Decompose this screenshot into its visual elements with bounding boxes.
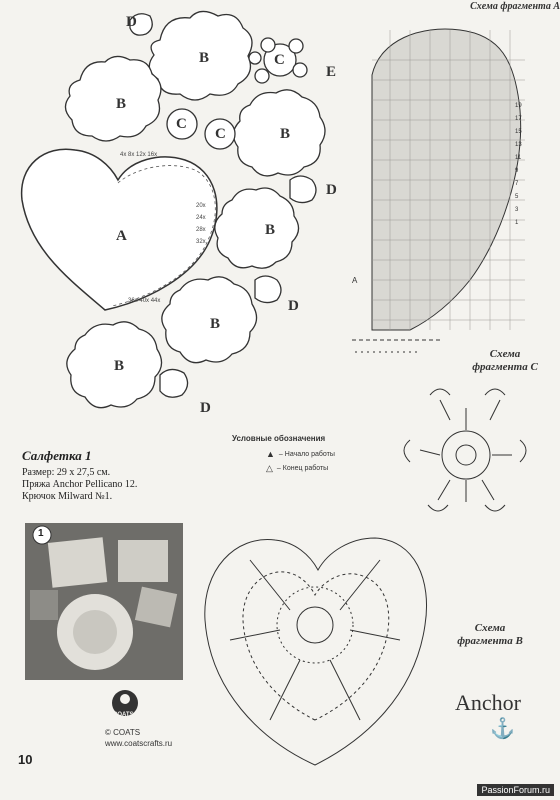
grid-row-label: 7 xyxy=(515,181,519,187)
end-marker-icon: △ xyxy=(266,463,273,473)
ring-label: 4x xyxy=(120,152,127,158)
grid-row-label: 15 xyxy=(515,129,522,135)
grid-row-label: 5 xyxy=(515,194,519,200)
anchor-logo-text: Anchor xyxy=(455,690,521,715)
label-c-1: C xyxy=(176,116,187,132)
label-d-mid: D xyxy=(288,298,299,314)
label-d-bottom: D xyxy=(200,400,211,416)
ring-label: 8x xyxy=(128,152,135,158)
project-info xyxy=(22,448,222,503)
ring-label: 12x xyxy=(136,152,146,158)
grid-row-label: 9 xyxy=(515,168,519,174)
label-d-right: D xyxy=(326,182,337,198)
motif-b-left xyxy=(65,56,160,141)
heart-ring-labels xyxy=(120,152,157,158)
ring-label: 16x xyxy=(147,152,158,158)
anchor-icon: ⚓ xyxy=(490,718,515,740)
label-b-right-upper: B xyxy=(280,126,291,142)
legend-end-item xyxy=(266,463,372,474)
label-b-bottom-left: B xyxy=(114,358,125,374)
legend xyxy=(232,434,372,474)
heart-ring-labels-side xyxy=(196,200,212,248)
photo-badge: 1 xyxy=(38,528,44,539)
scheme-b-title xyxy=(440,622,540,648)
project-title: Салфетка 1 xyxy=(22,448,92,463)
label-c-top: C xyxy=(274,52,285,68)
label-b-left: B xyxy=(116,96,127,112)
grid-row-label: 13 xyxy=(515,142,522,148)
grid-row-labels xyxy=(515,100,522,230)
ring-label: 36x xyxy=(128,298,138,304)
project-photo xyxy=(25,523,183,680)
scheme-c-title-line1: Схема xyxy=(489,348,521,360)
start-marker-icon: ▲ xyxy=(266,449,275,459)
scheme-c-title xyxy=(460,348,550,374)
project-hook: Крючок Milward №1. xyxy=(22,491,113,502)
label-a: A xyxy=(116,228,127,244)
ring-label: 40x xyxy=(139,298,150,304)
scheme-b-title-line1: Схема xyxy=(474,622,506,634)
label-b-right-mid: B xyxy=(265,222,276,238)
coats-website[interactable]: www.coatscrafts.ru xyxy=(105,739,173,748)
watermark: PassionForum.ru xyxy=(477,784,554,796)
label-c-2: C xyxy=(215,126,226,142)
scheme-c-diagram xyxy=(404,389,526,511)
scheme-a-grid-outline xyxy=(372,29,521,330)
label-b-top: B xyxy=(199,50,210,66)
label-b-bottom-right: B xyxy=(210,316,221,332)
scheme-a-header: Схема фрагмента А xyxy=(470,1,560,12)
ring-label: 28x xyxy=(196,227,206,233)
scheme-c-title-line2: фрагмента С xyxy=(472,361,538,373)
heart-ring-labels-bottom xyxy=(128,298,160,304)
coats-logo-text: COATS xyxy=(113,712,134,718)
scheme-b-title-line2: фрагмента В xyxy=(457,635,523,647)
motif-b-right-mid xyxy=(215,188,299,268)
scheme-a-grid xyxy=(352,29,525,352)
label-d-top: D xyxy=(126,14,137,30)
legend-end-label: – Конец работы xyxy=(276,465,329,472)
ring-label: 44x xyxy=(150,298,161,304)
legend-title: Условные обозначения xyxy=(232,434,326,443)
grid-row-label: 11 xyxy=(515,155,522,161)
label-e: E xyxy=(326,64,337,80)
scheme-b-diagram xyxy=(205,538,427,765)
grid-row-label: 19 xyxy=(515,103,522,109)
ring-label: 20x xyxy=(196,203,206,209)
legend-start-label: – Начало работы xyxy=(278,450,335,458)
anchor-logo xyxy=(455,690,521,716)
ring-label: 32x xyxy=(196,239,206,245)
project-yarn: Пряжа Anchor Pellicano 12. xyxy=(22,479,138,490)
grid-row-label: 17 xyxy=(515,116,522,122)
svg-text:A: A xyxy=(352,276,358,285)
project-size: Размер: 29 x 27,5 см. xyxy=(22,467,111,478)
legend-start-item xyxy=(266,449,372,459)
page-number: 10 xyxy=(18,752,33,767)
coats-copyright: © COATS xyxy=(105,728,141,737)
ring-label: 24x xyxy=(196,215,206,221)
grid-row-label: 3 xyxy=(515,207,519,213)
grid-row-label: 1 xyxy=(515,220,519,226)
